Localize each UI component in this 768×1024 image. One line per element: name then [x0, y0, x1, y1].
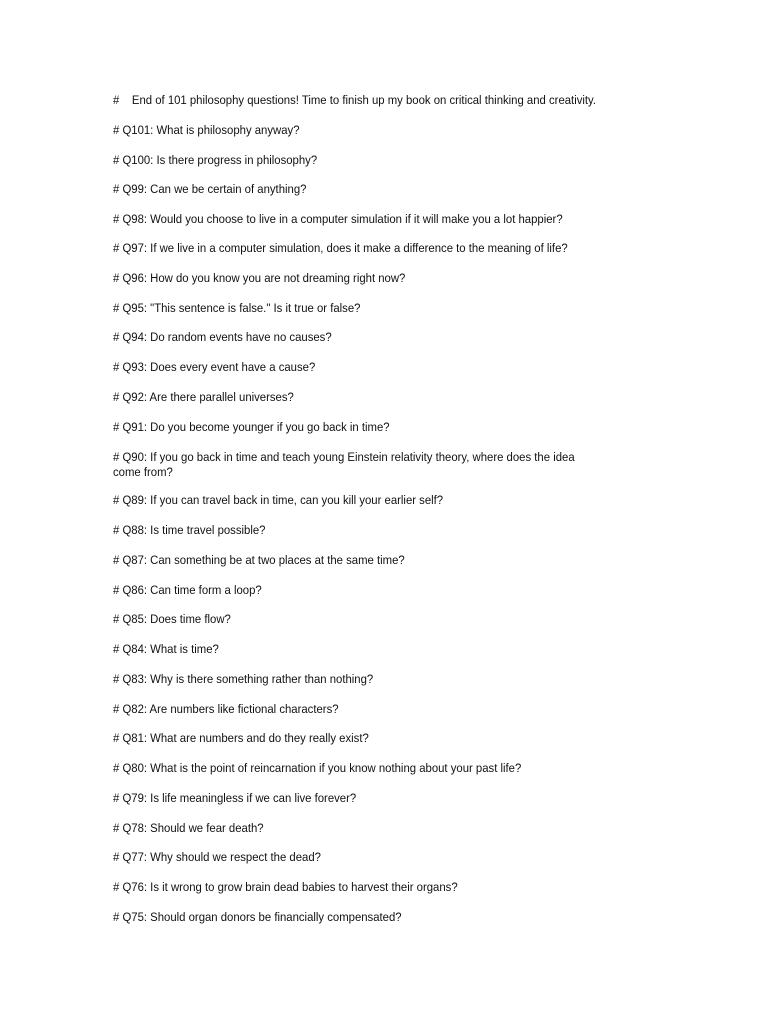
- question-q85: # Q85: Does time flow?: [113, 612, 231, 626]
- question-q92: # Q92: Are there parallel universes?: [113, 390, 294, 404]
- question-q97: # Q97: If we live in a computer simulation, does it make a difference to the meaning of life?: [113, 241, 568, 255]
- question-q98: # Q98: Would you choose to live in a computer simulation if it will make you a lot happier?: [113, 212, 563, 226]
- question-q82: # Q82: Are numbers like fictional characters?: [113, 702, 339, 716]
- question-q99: # Q99: Can we be certain of anything?: [113, 182, 307, 196]
- question-q87: # Q87: Can something be at two places at the same time?: [113, 553, 405, 567]
- question-q90: # Q90: If you go back in time and teach young Einstein relativity theory, where does the idea come from?: [113, 450, 575, 479]
- question-q78: # Q78: Should we fear death?: [113, 821, 264, 835]
- question-q86: # Q86: Can time form a loop?: [113, 583, 262, 597]
- question-q96: # Q96: How do you know you are not dreaming right now?: [113, 271, 406, 285]
- question-q101: # Q101: What is philosophy anyway?: [113, 123, 300, 137]
- intro-line: # End of 101 philosophy questions! Time to finish up my book on critical thinking and creativity.: [113, 93, 597, 107]
- question-q93: # Q93: Does every event have a cause?: [113, 360, 316, 374]
- question-q75: # Q75: Should organ donors be financially compensated?: [113, 910, 402, 924]
- question-q100: # Q100: Is there progress in philosophy?: [113, 153, 318, 167]
- question-q76: # Q76: Is it wrong to grow brain dead babies to harvest their organs?: [113, 880, 458, 894]
- question-q95: # Q95: "This sentence is false." Is it true or false?: [113, 301, 361, 315]
- question-q81: # Q81: What are numbers and do they really exist?: [113, 731, 369, 745]
- question-q84: # Q84: What is time?: [113, 642, 219, 656]
- question-q83: # Q83: Why is there something rather than nothing?: [113, 672, 374, 686]
- question-q94: # Q94: Do random events have no causes?: [113, 330, 332, 344]
- question-q79: # Q79: Is life meaningless if we can live forever?: [113, 791, 357, 805]
- question-q89: # Q89: If you can travel back in time, can you kill your earlier self?: [113, 493, 444, 507]
- question-q91: # Q91: Do you become younger if you go back in time?: [113, 420, 390, 434]
- question-q80: # Q80: What is the point of reincarnation if you know nothing about your past life?: [113, 761, 522, 775]
- question-q88: # Q88: Is time travel possible?: [113, 523, 266, 537]
- question-q77: # Q77: Why should we respect the dead?: [113, 850, 321, 864]
